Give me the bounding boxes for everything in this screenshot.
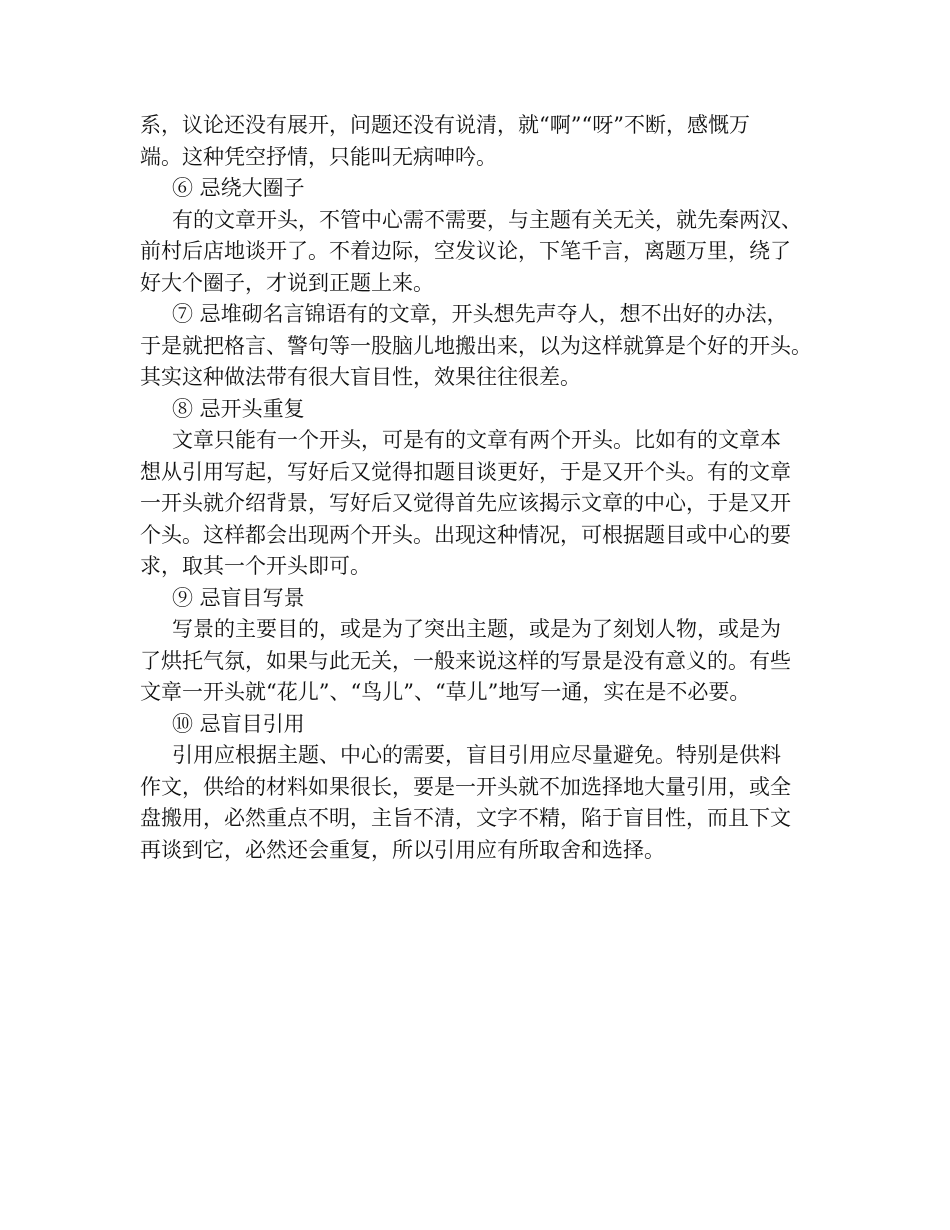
body-text-line: 想从引用写起，写好后又觉得扣题目谈更好，于是又开个头。有的文章 [140,459,791,484]
section-heading: ⑩ 忌盲目引用 [172,711,305,736]
body-text-line: 端。这种凭空抒情，只能叫无病呻吟。 [140,144,497,169]
body-text-line: 其实这种做法带有很大盲目性，效果往往很差。 [140,365,581,389]
body-text-line: 了烘托气氛，如果与此无关，一般来说这样的写景是没有意义的。有些 [140,648,791,673]
document-body [140,110,825,866]
body-text-line: 引用应根据主题、中心的需要，盲目引用应尽量避免。特别是供料 [172,743,781,767]
body-text-line: 于是就把格言、警句等一股脑儿地搬出来，以为这样就算是个好的开头。 [140,333,812,358]
body-text-line: 文章一开头就“花儿”、“鸟儿”、“草儿”地写一通，实在是不必要。 [140,680,751,704]
body-text-line: 前村后店地谈开了。不着边际，空发议论，下笔千言，离题万里，绕了 [140,239,791,263]
body-text-line: 文章只能有一个开头，可是有的文章有两个开头。比如有的文章本 [172,428,781,452]
section-heading: ⑨ 忌盲目写景 [172,585,305,610]
section-heading: ⑧ 忌开头重复 [172,396,305,421]
body-text-line: 求，取其一个开头即可。 [140,554,371,578]
body-text-line: 个头。这样都会出现两个开头。出现这种情况，可根据题目或中心的要 [140,522,791,547]
body-text-line: 系，议论还没有展开，问题还没有说清，就“啊”“呀”不断，感慨万 [140,113,750,137]
section-heading: ⑥ 忌绕大圈子 [172,176,305,200]
body-text-line: 一开头就介绍背景，写好后又觉得首先应该揭示文章的中心，于是又开 [140,491,791,515]
body-text-line: 好大个圈子，才说到正题上来。 [140,270,434,295]
body-text-line: 再谈到它，必然还会重复，所以引用应有所取舍和选择。 [140,837,665,862]
body-text-line: 写景的主要目的，或是为了突出主题，或是为了刻划人物，或是为 [172,617,781,641]
body-text-line: ⑦ 忌堆砌名言锦语有的文章，开头想先声夺人，想不出好的办法， [172,302,788,326]
body-text-line: 作文，供给的材料如果很长，要是一开头就不加选择地大量引用，或全 [140,774,791,799]
body-text-line: 有的文章开头，不管中心需不需要，与主题有关无关，就先秦两汉、 [172,207,802,232]
body-text-line: 盘搬用，必然重点不明，主旨不清，文字不精，陷于盲目性，而且下文 [140,806,791,830]
